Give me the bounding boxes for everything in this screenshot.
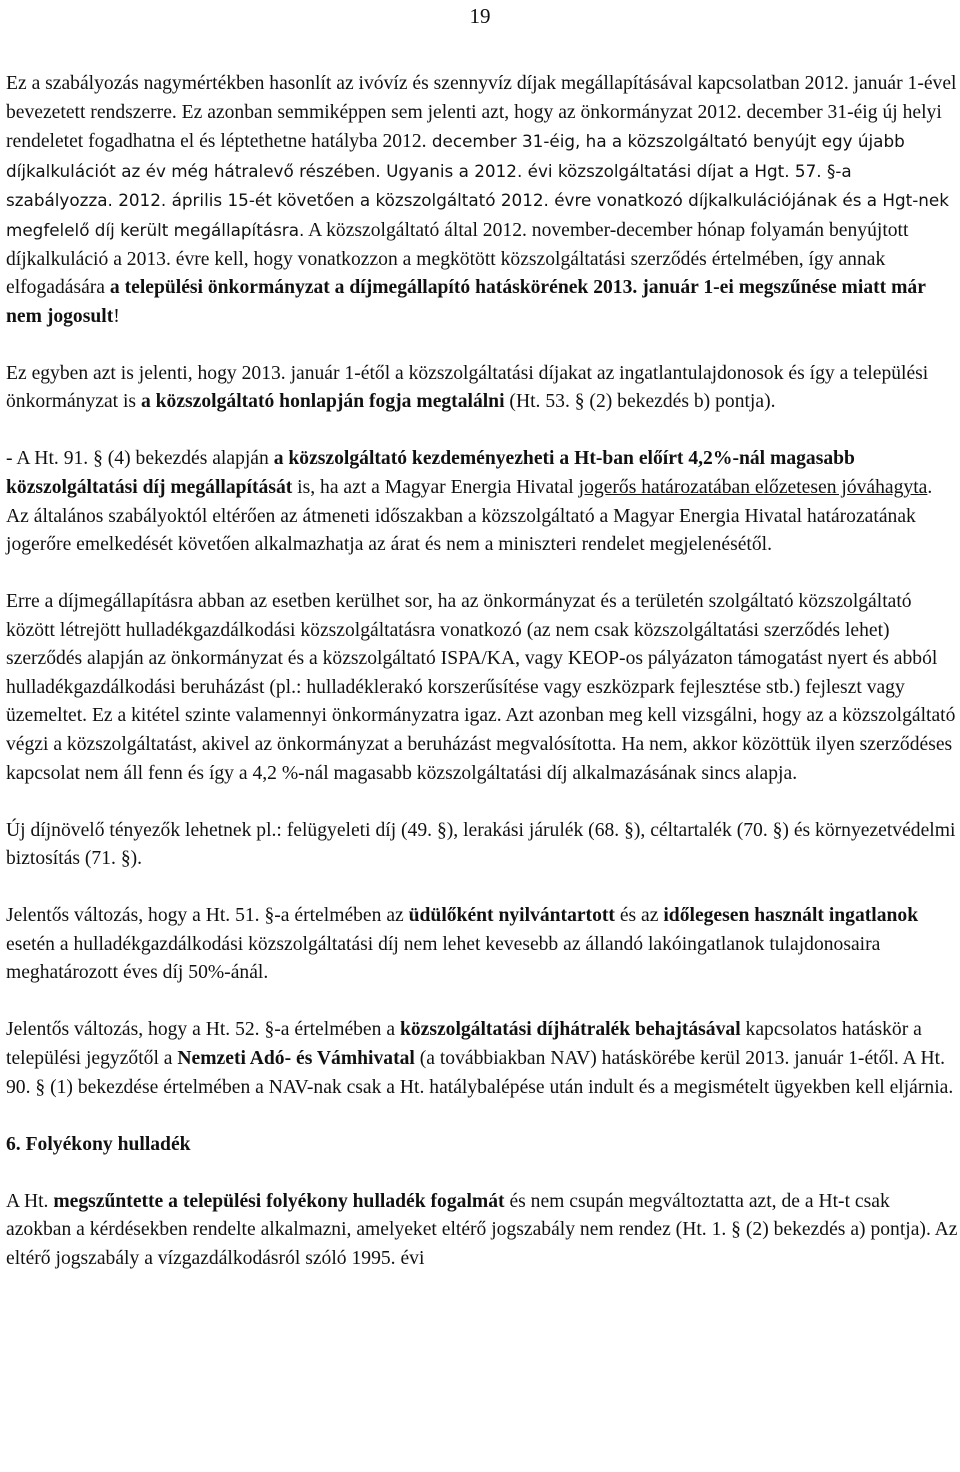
paragraph-1-text-d: évre vonatkozó díjkalkulációjának és a Hgt-nek megfelelő díj került megállapításra. xyxy=(6,190,949,240)
paragraph-6 xyxy=(6,902,958,988)
paragraph-7-text-a: Jelentős változás, hogy a Ht. 52. §-a értelmében a xyxy=(6,1019,400,1041)
paragraph-1-text-f: évre kell, hogy vonatkozzon a megkötött közszolgáltatási szerződés értelmében, így annak elfogadására xyxy=(6,248,886,299)
paragraph-8-bold: megszűntette a települési folyékony hulladék fogalmát xyxy=(53,1190,505,1212)
page-number: 19 xyxy=(469,4,491,28)
paragraph-3-text-a: - A Ht. 91. § (4) bekezdés alapján xyxy=(6,448,274,470)
paragraph-3-bold: a közszolgáltató kezdeményezheti a Ht-ban előírt 4,2%-nál magasabb közszolgáltatási díj megállapítását xyxy=(6,448,855,498)
section-heading: 6. Folyékony hulladék xyxy=(6,1133,191,1155)
paragraph-6-bold-1: üdülőként nyilvántartott xyxy=(408,905,615,927)
paragraph-8 xyxy=(6,1188,958,1274)
paragraph-1 xyxy=(6,70,958,331)
paragraph-4: Erre a díjmegállapításra abban az esetben kerülhet sor, ha az önkormányzat és a területén szolgáltató közszolgáltató között létrejött hulladékgazdálkodási közszolgáltatásra vonatkozó (az nem csak közszolgáltatási szerződés lehet) szerződés alapján az önkormányzat és a közszolgáltató ISPA/KA, vagy KEOP-os pályázaton támogatást nyert és abból hulladékgazdálkodási beruházást (pl.: hulladéklerakó korszerűsítése vagy eszközpark fejlesztése stb.) fejleszt vagy üzemeltet. Ez a kitétel szinte valamennyi önkormányzatra igaz. Azt azonban meg kell vizsgálni, hogy az a közszolgáltató végzi a közszolgáltatást, akivel az önkormányzat a beruházást megvalósította. Ha nem, akkor közöttük ilyen szerződéses kapcsolat nem áll fenn és így a 4,2 %-nál magasabb közszolgáltatási díj alkalmazásának sincs alapja. xyxy=(6,591,956,784)
paragraph-1-text-c: Ugyanis a 2012. évi közszolgáltatási díjat a Hgt. 57. §-a szabályozza. 2012. április 15-ét követően a közszolgáltató 2012. xyxy=(6,160,852,211)
paragraph-1-bold: a települési önkormányzat a díjmegállapító hatáskörének 2013. január 1-ei megszűnése miatt már nem jogosult xyxy=(6,277,926,327)
paragraph-1-text-a: Ez a szabályozás nagymértékben hasonlít az ivóvíz és szennyvíz díjak megállapításával kapcsolatban 2012. január 1-ével bevezetett rendszerre. Ez azonban semmiképpen sem jelenti azt, hogy az önkormányzat 2012. december 31-éig új helyi rendeletet fogadhatna el és léptethetne hatályba 2012. xyxy=(6,73,957,153)
paragraph-6-text-c: és az xyxy=(614,905,664,927)
paragraph-6-text-e: esetén a hulladékgazdálkodási közszolgáltatási díj nem lehet kevesebb az állandó lakóingatlanok tulajdonosaira meghatározott éves díj 50%-ánál. xyxy=(6,933,881,984)
paragraph-2-text-a: Ez egyben azt is jelenti, hogy 2013. január 1-étől a közszolgáltatási díjakat az ingatlantulajdonosok és így a települési önkormányzat is xyxy=(6,362,929,413)
paragraph-7-text-e: (a továbbiakban NAV) hatáskörébe kerül 2013. január 1-étől. A Ht. 90. § (1) bekezdése értelmében a NAV-nak csak a Ht. hatálybalépése után indult és a megismételt ügyekben kell eljárnia. xyxy=(6,1047,954,1098)
paragraph-1-text-h: ! xyxy=(113,305,120,327)
paragraph-7 xyxy=(6,1016,958,1102)
paragraph-2-bold: a közszolgáltató honlapján fogja megtalálni xyxy=(140,391,505,413)
paragraph-2 xyxy=(6,360,958,417)
document-body xyxy=(6,70,958,1273)
paragraph-6-text-a: Jelentős változás, hogy a Ht. 51. §-a értelmében az xyxy=(6,905,409,927)
paragraph-7-bold-2: Nemzeti Adó- és Vámhivatal xyxy=(177,1047,415,1069)
paragraph-3-text-c: is, ha azt a Magyar Energia Hivatal xyxy=(292,476,579,498)
paragraph-6-bold-2: időlegesen használt ingatlanok xyxy=(663,905,919,927)
paragraph-3 xyxy=(6,445,958,559)
paragraph-3-text-e: . Az általános szabályoktól eltérően az átmeneti időszakban a közszolgáltató a Magyar Energia Hivatal határozatának jogerőre emelkedését követően alkalmazhatja az árat és nem a miniszteri rendelet megjelenésétől. xyxy=(6,476,933,556)
paragraph-2-text-c: (Ht. 53. § (2) bekezdés b) pontja). xyxy=(504,391,776,413)
paragraph-7-bold-1: közszolgáltatási díjhátralék behajtásával xyxy=(399,1019,741,1041)
paragraph-8-text-a: A Ht. xyxy=(6,1190,54,1212)
paragraph-7-text-c: kapcsolatos hatáskör a települési jegyzőtől a xyxy=(6,1019,922,1069)
paragraph-1-text-e: A közszolgáltató által 2012. november-december hónap folyamán benyújtott díjkalkuláció a 2013. xyxy=(6,219,909,270)
paragraph-3-underlined: jogerős határozatában előzetesen jóváhagyta xyxy=(578,476,928,498)
paragraph-8-text-c: és nem csupán megváltoztatta azt, de a Ht-t csak azokban a kérdésekben rendelte alkalmazni, amelyeket eltérő jogszabály nem rendez (Ht. 1. § (2) bekezdés a) pontja). Az eltérő jogszabály a vízgazdálkodásról szóló 1995. évi xyxy=(6,1190,958,1269)
paragraph-5: Új díjnövelő tényezők lehetnek pl.: felügyeleti díj (49. §), lerakási járulék (68. §), céltartalék (70. §) és környezetvédelmi biztosítás (71. §). xyxy=(6,819,956,870)
paragraph-1-text-b: december 31-éig, ha a közszolgáltató benyújt egy újabb díjkalkulációt az év még hátralevő részében. xyxy=(6,131,905,181)
